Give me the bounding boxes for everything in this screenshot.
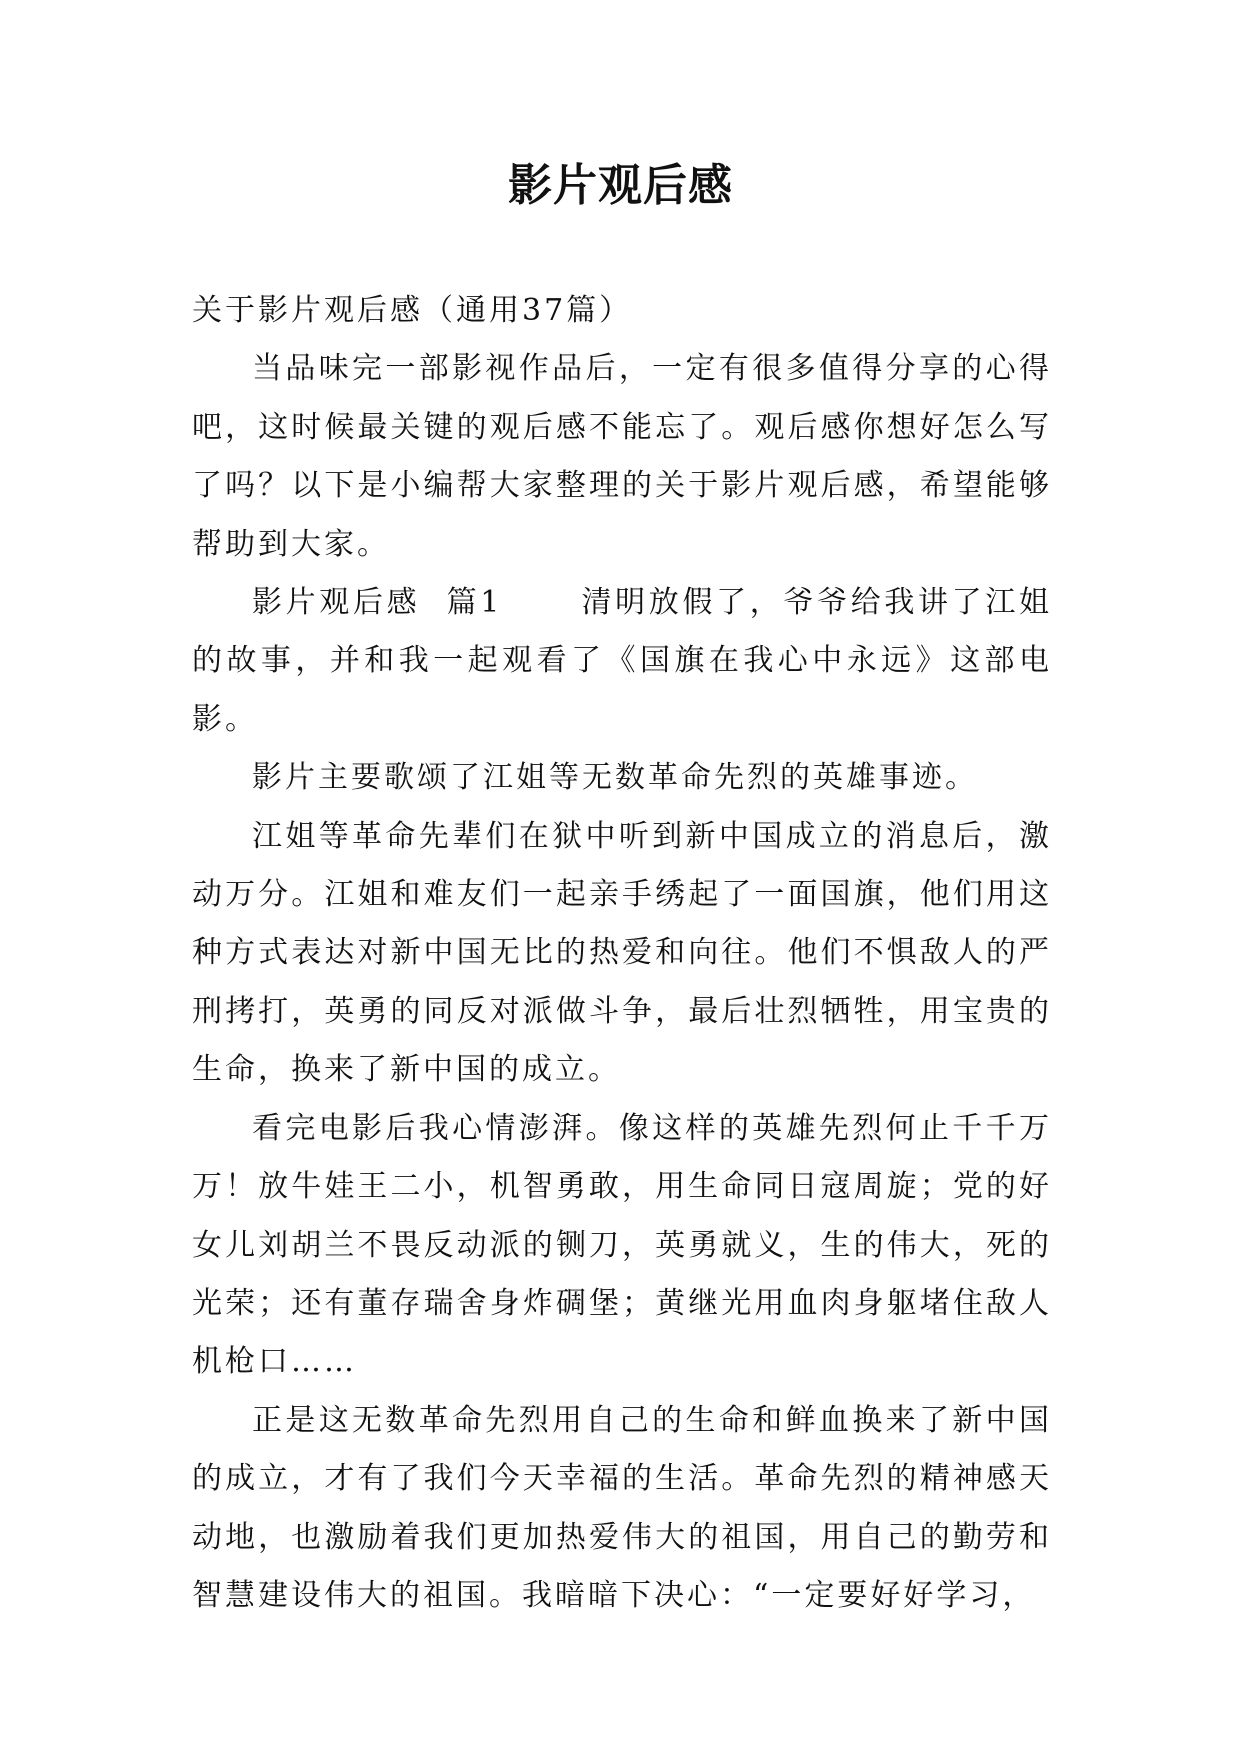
paragraph-conclusion: 正是这无数革命先烈用自己的生命和鲜血换来了新中国的成立，才有了我们今天幸福的生活。革命先烈的精神感天动地，也激励着我们更加热爱伟大的祖国，用自己的勤劳和智慧建设伟大的祖国。我暗暗下决心：“一定要好好学习， [192,1402,1052,1613]
paragraph-film-summary: 影片主要歌颂了江姐等无数革命先烈的英雄事迹。 [252,760,978,796]
document-body [192,282,1052,1625]
paragraph-intro: 当品味完一部影视作品后，一定有很多值得分享的心得吧，这时候最关键的观后感不能忘了。观后感你想好怎么写了吗？以下是小编帮大家整理的关于影片观后感，希望能够帮助到大家。 [192,351,1052,562]
paragraph-heroes: 看完电影后我心情澎湃。像这样的英雄先烈何止千千万万！放牛娃王二小，机智勇敢，用生命同日寇周旋；党的好女儿刘胡兰不畏反动派的铡刀，英勇就义，生的伟大，死的光荣；还有董存瑞舍身炸碉堡；黄继光用血肉身躯堵住敌人机枪口…… [192,1110,1052,1380]
document-subtitle: 关于影片观后感（通用37篇） [192,293,633,328]
document-title: 影片观后感 [508,160,733,211]
paragraph-jiang-jie-story: 江姐等革命先辈们在狱中听到新中国成立的消息后，激动万分。江姐和难友们一起亲手绣起了一面国旗，他们用这种方式表达对新中国无比的热爱和向往。他们不惧敌人的严刑拷打，英勇的同反对派做斗争，最后壮烈牺牲，用宝贵的生命，换来了新中国的成立。 [192,818,1052,1088]
paragraph-section-1-opening: 影片观后感 篇1 清明放假了，爷爷给我讲了江姐的故事，并和我一起观看了《国旗在我心中永远》这部电影。 [192,585,1052,737]
